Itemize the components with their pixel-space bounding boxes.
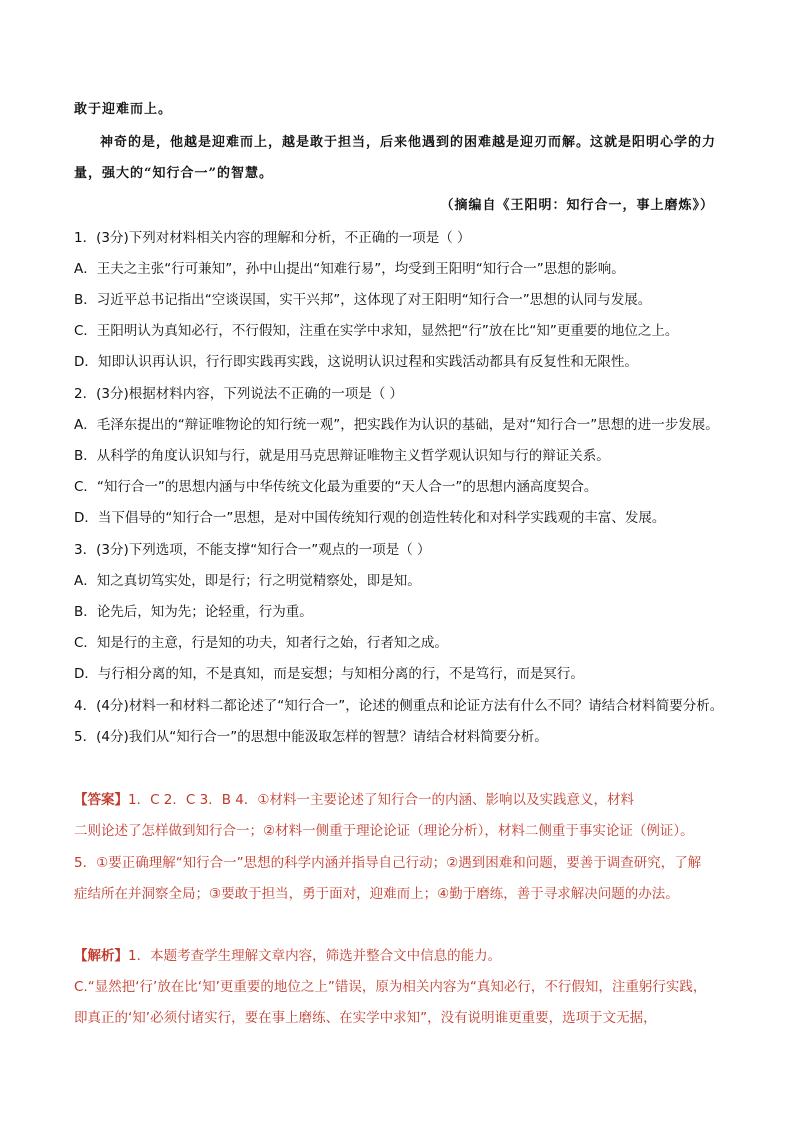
answer-line-3: 5．①要正确理解“知行合一”思想的科学内涵并指导自己行动；②遇到困难和问题，要善于调查研究，了解	[74, 855, 702, 871]
question-1-option-c: C．王阳明认为真知必行，不行假知，注重在实学中求知，显然把“行”放在比“知”更重要的地位之上。	[74, 323, 679, 339]
question-1-option-a: A．王夫之主张“行可兼知”，孙中山提出“知难行易”，均受到王阳明“知行合一”思想的影响。	[74, 261, 625, 277]
question-1-stem: 1．(3分)下列对材料相关内容的理解和分析，不正确的一项是（ ）	[74, 230, 471, 246]
question-2-option-d: D．当下倡导的“知行合一”思想，是对中国传统知行观的创造性转化和对科学实践观的丰富、发展。	[74, 510, 666, 526]
question-3-option-d: D．与行相分离的知，不是真知，而是妄想；与知相分离的行，不是笃行，而是冥行。	[74, 666, 584, 682]
passage-line-3: 量，强大的“知行合一”的智慧。	[74, 166, 273, 181]
question-4-stem: 4．(4分)材料一和材料二都论述了“知行合一”，论述的侧重点和论证方法有什么不同？请结合材料简要分析。	[74, 698, 724, 714]
answer-line-2: 二则论述了怎样做到知行合一；②材料一侧重于理论论证（理论分析），材料二侧重于事实论证（例证）。	[74, 823, 694, 839]
answer-line-1	[74, 790, 734, 810]
answer-text-1: 1．C 2．C 3．B 4．①材料一主要论述了知行合一的内涵、影响以及实践意义，材料	[128, 792, 634, 808]
question-3-option-b: B．论先后，知为先；论轻重，行为重。	[74, 604, 313, 620]
analysis-text-1: 1．本题考查学生理解文章内容，筛选并整合文中信息的能力。	[128, 948, 502, 964]
question-5-stem: 5．(4分)我们从“知行合一”的思想中能汲取怎样的智慧？请结合材料简要分析。	[74, 729, 548, 745]
question-2-stem: 2．(3分)根据材料内容，下列说法不正确的一项是（ ）	[74, 386, 404, 402]
analysis-line-3: 即真正的‘知’必须付诸实行，要在事上磨练、在实学中求知”，没有说明谁更重要，选项于文无据，	[74, 1010, 657, 1026]
answer-line-4: 症结所在并洞察全局；③要敢于担当，勇于面对，迎难而上；④勤于磨练，善于寻求解决问题的办法。	[74, 886, 679, 902]
question-2-option-c: C．“知行合一”的思想内涵与中华传统文化最为重要的“天人合一”的思想内涵高度契合。	[74, 479, 598, 495]
analysis-tag: 【解析】	[74, 948, 128, 964]
question-1-option-b: B．习近平总书记指出“空谈误国，实干兴邦”，这体现了对王阳明“知行合一”思想的认同与发展。	[74, 292, 652, 308]
question-3-option-a: A．知之真切笃实处，即是行；行之明觉精察处，即是知。	[74, 573, 421, 589]
passage-line-1: 敢于迎难而上。	[74, 102, 173, 117]
analysis-line-1	[74, 946, 734, 966]
question-2-option-b: B．从科学的角度认识知与行，就是用马克思辩证唯物主义哲学观认识知与行的辩证关系。	[74, 448, 610, 464]
passage-line-2: 神奇的是，他越是迎难而上，越是敢于担当，后来他遇到的困难越是迎刃而解。这就是阳明心学的力	[100, 135, 717, 150]
question-3-stem: 3．(3分)下列选项，不能支撑“知行合一”观点的一项是（ ）	[74, 542, 431, 558]
question-1-option-d: D．知即认识再认识，行行即实践再实践，这说明认识过程和实践活动都具有反复性和无限性。	[74, 354, 638, 370]
answer-tag: 【答案】	[74, 792, 128, 808]
question-3-option-c: C．知是行的主意，行是知的功夫，知者行之始，行者知之成。	[74, 635, 448, 651]
passage-source: （摘编自《王阳明：知行合一，事上磨炼》）	[440, 198, 714, 213]
analysis-line-2: C.“显然把‘行’放在比‘知’更重要的地位之上”错误，原为相关内容为“真知必行，不行假知，注重躬行实践，	[74, 979, 707, 995]
question-2-option-a: A．毛泽东提出的“辩证唯物论的知行统一观”，把实践作为认识的基础，是对“知行合一”思想的进一步发展。	[74, 417, 719, 433]
